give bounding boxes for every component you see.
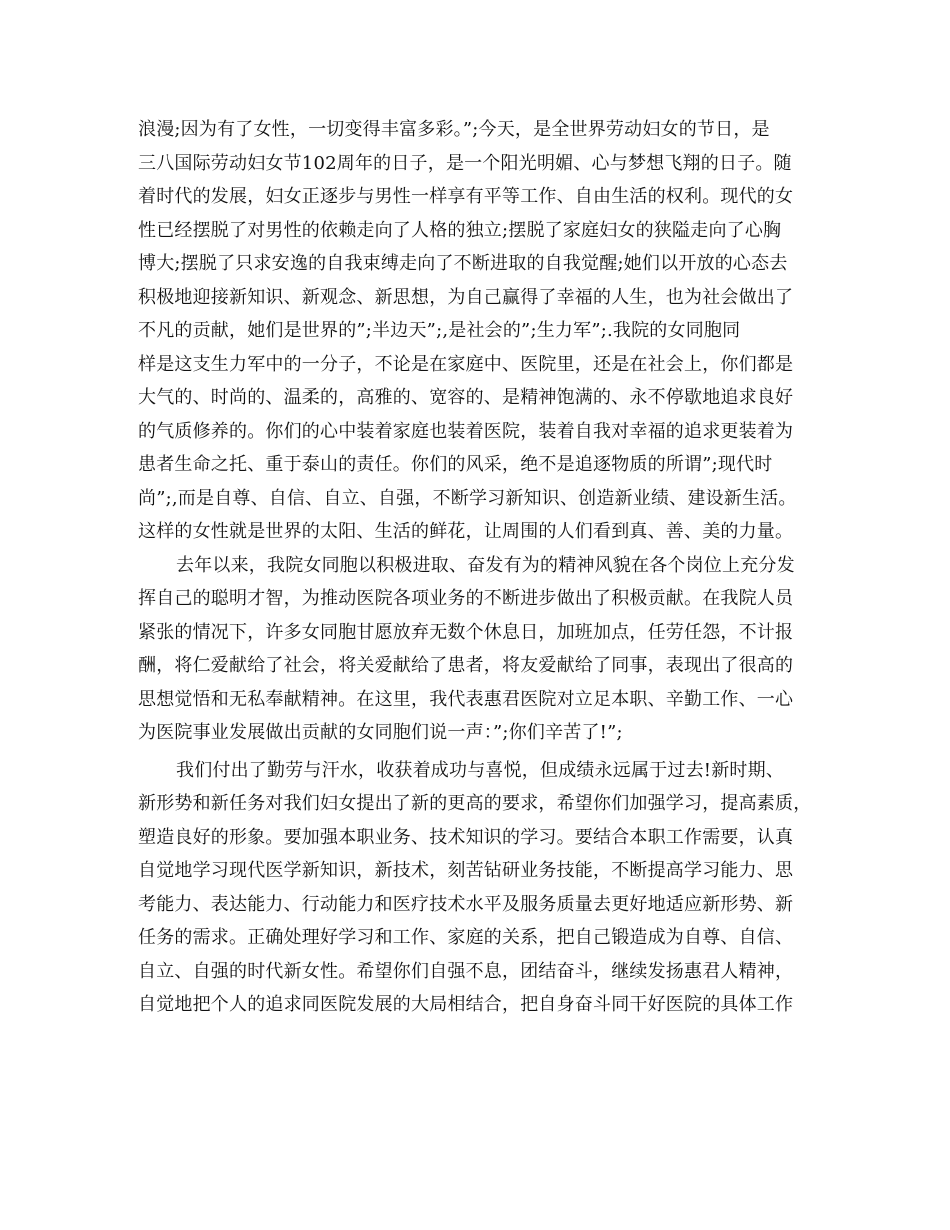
text-line: 博大;摆脱了只求安逸的自我束缚走向了不断进取的自我觉醒;她们以开放的心态去 [138, 253, 788, 274]
text-line: 三八国际劳动妇女节102周年的日子，是一个阳光明媚、心与梦想飞翔的日子。随 [138, 152, 792, 174]
text-line: 我们付出了勤劳与汗水，收获着成功与喜悦，但成绩永远属于过去!新时期、 [176, 759, 785, 781]
text-line: 样是这支生力军中的一分子，不论是在家庭中、医院里，还是在社会上，你们都是 [138, 353, 794, 375]
text-line: 为医院事业发展做出贡献的女同胞们说一声：”;你们辛苦了!”; [138, 722, 623, 743]
text-line: 着时代的发展，妇女正逐步与男性一样享有平等工作、自由生活的权利。现代的女 [138, 186, 794, 207]
text-line: 大气的、时尚的、温柔的，高雅的、宽容的、是精神饱满的、永不停歇地追求良好 [138, 387, 794, 408]
text-line: 患者生命之托、重于泰山的责任。你们的风采，绝不是追逐物质的所谓”;现代时 [138, 454, 773, 475]
text-line: 去年以来，我院女同胞以积极进取、奋发有为的精神风貌在各个岗位上充分发 [176, 554, 795, 576]
text-line: 自觉地把个人的追求同医院发展的大局相结合，把自身奋斗同干好医院的具体工作 [138, 994, 794, 1015]
paragraph-3 [138, 754, 828, 1022]
text-line: 这样的女性就是世界的太阳、生活的鲜花，让周围的人们看到真、善、美的力量。 [138, 521, 794, 542]
text-line: 塑造良好的形象。要加强本职业务、技术知识的学习。要结合本职工作需要，认真 [138, 826, 794, 848]
text-line: 尚”;,而是自尊、自信、自立、自强，不断学习新知识、创造新业绩、建设新生活。 [138, 487, 797, 509]
document-page [138, 113, 828, 1022]
text-line: 不凡的贡献，她们是世界的”;半边天”;,是社会的”;生力军”;.我院的女同胞同 [138, 320, 741, 341]
text-line: 新形势和新任务对我们妇女提出了新的更高的要求，希望你们加强学习，提高素质， [138, 793, 812, 814]
text-line: 浪漫;因为有了女性，一切变得丰富多彩。”;今天，是全世界劳动妇女的节日，是 [138, 119, 770, 140]
text-line: 任务的需求。正确处理好学习和工作、家庭的关系，把自己锻造成为自尊、自信、 [138, 927, 794, 948]
text-line: 考能力、表达能力、行动能力和医疗技术水平及服务质量去更好地适应新形势、新 [138, 893, 794, 915]
text-line: 紧张的情况下，许多女同胞甘愿放弃无数个休息日，加班加点，任劳任怨，不计报 [138, 621, 794, 643]
text-line: 思想觉悟和无私奉献精神。在这里，我代表惠君医院对立足本职、辛勤工作、一心 [138, 688, 794, 710]
text-line: 酬，将仁爱献给了社会，将关爱献给了患者，将友爱献给了同事，表现出了很高的 [138, 655, 794, 676]
text-line: 性已经摆脱了对男性的依赖走向了人格的独立;摆脱了家庭妇女的狭隘走向了心胸 [138, 219, 782, 241]
paragraph-2 [138, 549, 828, 750]
text-line: 自觉地学习现代医学新知识，新技术，刻苦钻研业务技能，不断提高学习能力、思 [138, 860, 794, 881]
paragraph-1 [138, 113, 828, 549]
text-line: 的气质修养的。你们的心中装着家庭也装着医院，装着自我对幸福的追求更装着为 [138, 420, 794, 442]
text-line: 积极地迎接新知识、新观念、新思想，为自己赢得了幸福的人生，也为社会做出了 [138, 286, 794, 308]
text-line: 自立、自强的时代新女性。希望你们自强不息，团结奋斗，继续发扬惠君人精神， [138, 960, 794, 982]
text-line: 挥自己的聪明才智，为推动医院各项业务的不断进步做出了积极贡献。在我院人员 [138, 588, 794, 609]
